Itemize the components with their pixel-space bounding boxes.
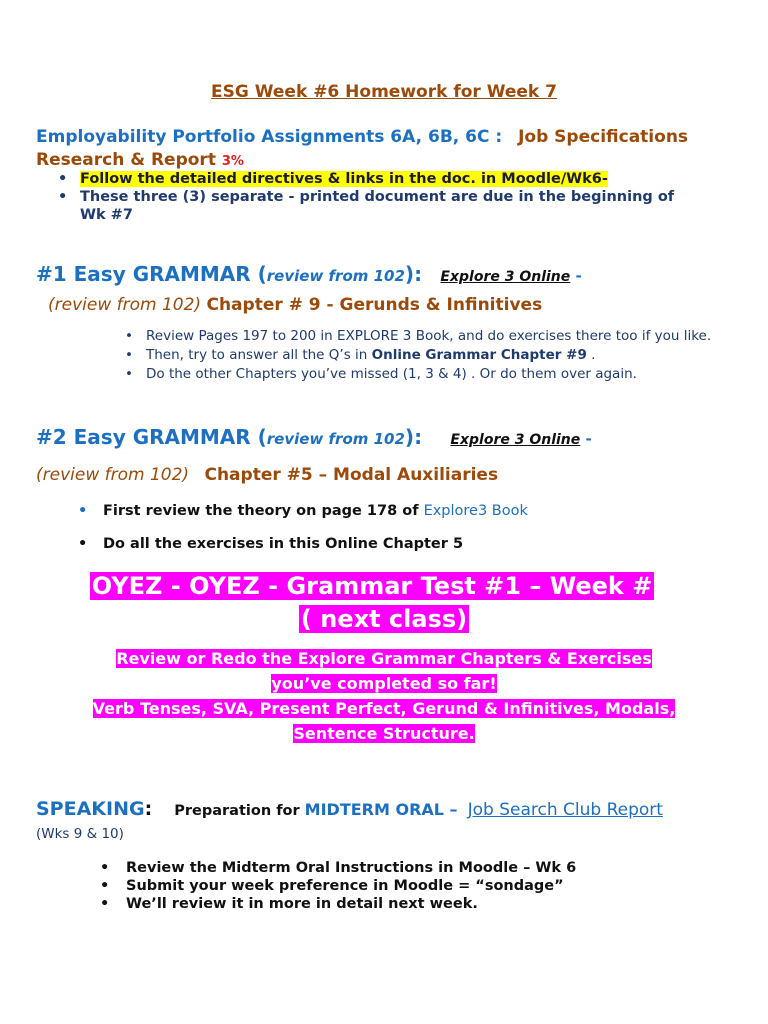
list-item	[125, 327, 711, 346]
bullet-dot: •	[125, 328, 133, 344]
list-item-continued	[58, 206, 674, 224]
grammar1-bullet-2-bold: Online Grammar Chapter #9	[371, 347, 587, 363]
bullet-dot: •	[78, 536, 88, 552]
portfolio-directive: Follow the detailed directives & links in the doc. in Moodle/Wk6-	[80, 171, 608, 187]
oyez-announcement	[0, 570, 768, 636]
list-item	[78, 536, 463, 552]
page-title: ESG Week #6 Homework for Week 7	[211, 82, 557, 102]
grammar1-bullet-2-pre: Then, try to answer all the Q’s in	[146, 347, 372, 363]
grammar2-explore-link[interactable]: Explore 3 Online	[450, 432, 581, 448]
oyez-detail-3: Verb Tenses, SVA, Present Perfect, Gerund & Infinitives, Modals,	[92, 699, 676, 718]
grammar1-explore-link[interactable]: Explore 3 Online	[440, 269, 571, 285]
portfolio-heading-brown: Job Specifications	[518, 127, 689, 147]
list-item	[58, 188, 674, 206]
speaking-bullet-1: Review the Midterm Oral Instructions in Moodle – Wk 6	[126, 860, 577, 876]
grammar2-subtitle-review: (review from 102)	[36, 465, 190, 485]
grammar2-bullet-2: Do all the exercises in this Online Chapter 5	[103, 536, 464, 552]
speaking-weeks: (Wks 9 & 10)	[36, 826, 124, 842]
list-item	[125, 365, 711, 384]
portfolio-bullets	[58, 170, 674, 224]
job-search-club-link[interactable]: Job Search Club Report	[467, 800, 663, 820]
grammar1-bullet-1: Review Pages 197 to 200 in EXPLORE 3 Book, and do exercises there too if you like.	[146, 328, 712, 344]
list-item	[58, 170, 674, 188]
grammar1-bullet-2-post: .	[586, 347, 596, 363]
portfolio-heading-blue: Employability Portfolio Assignments 6A, 6B, 6C :	[36, 127, 503, 147]
grammar2-heading	[36, 425, 592, 449]
grammar2-subtitle	[36, 465, 498, 485]
grammar2-bullet-1-pre: First review the theory on page 178 of	[103, 503, 424, 519]
portfolio-percent: 3%	[221, 154, 244, 169]
speaking-midterm: MIDTERM ORAL –	[304, 800, 458, 819]
bullet-dot: •	[58, 171, 68, 187]
bullet-dot: •	[100, 860, 110, 876]
speaking-bullet-3: We’ll review it in more in detail next week.	[126, 896, 478, 912]
speaking-label: SPEAKING	[36, 798, 145, 820]
list-item	[100, 859, 576, 877]
oyez-line-2: ( next class)	[300, 605, 468, 633]
oyez-detail-1: Review or Redo the Explore Grammar Chapters & Exercises	[116, 649, 652, 668]
bullet-dot: •	[58, 189, 68, 205]
list-item	[100, 895, 576, 913]
grammar1-chapter: Chapter # 9 - Gerunds & Infinitives	[206, 295, 543, 315]
grammar2-close: ):	[404, 425, 423, 449]
speaking-heading	[36, 798, 663, 820]
bullet-dot: •	[78, 503, 88, 519]
grammar1-dash: -	[570, 267, 582, 285]
oyez-detail-4: Sentence Structure.	[293, 724, 475, 743]
portfolio-heading	[36, 127, 688, 147]
grammar2-label: #2 Easy GRAMMAR (	[36, 425, 267, 449]
grammar1-subtitle	[48, 295, 542, 315]
portfolio-heading-line2	[36, 150, 244, 170]
grammar2-review: review from 102	[266, 430, 405, 448]
speaking-bullets	[100, 859, 576, 913]
oyez-detail-2: you’ve completed so far!	[271, 674, 497, 693]
list-item	[78, 503, 528, 519]
bullet-dot: •	[100, 896, 110, 912]
grammar2-dash: -	[580, 430, 592, 448]
grammar1-label: #1 Easy GRAMMAR (	[36, 262, 267, 286]
speaking-bullet-2: Submit your week preference in Moodle = “sondage”	[126, 878, 564, 894]
grammar1-bullets	[125, 327, 711, 384]
bullet-dot: •	[125, 347, 133, 363]
bullet-dot: •	[125, 366, 133, 382]
grammar2-chapter: Chapter #5 – Modal Auxiliaries	[204, 465, 499, 485]
oyez-line-1: OYEZ - OYEZ - Grammar Test #1 – Week #	[91, 572, 653, 600]
list-item	[125, 346, 711, 365]
speaking-prep: Preparation for	[174, 803, 305, 819]
list-item	[100, 877, 576, 895]
portfolio-research-report: Research & Report	[36, 150, 216, 170]
portfolio-due-note: These three (3) separate - printed document are due in the beginning of	[80, 189, 675, 205]
grammar2-explore3-book-link[interactable]: Explore3 Book	[423, 503, 528, 519]
speaking-colon: :	[144, 798, 153, 820]
bullet-dot: •	[100, 878, 110, 894]
grammar1-subtitle-review: (review from 102)	[48, 295, 202, 315]
oyez-details	[0, 646, 768, 746]
grammar1-close: ):	[404, 262, 423, 286]
grammar1-heading	[36, 262, 582, 286]
grammar1-bullet-3: Do the other Chapters you’ve missed (1, 3 & 4) . Or do them over again.	[146, 366, 637, 382]
grammar1-review: review from 102	[266, 267, 405, 285]
portfolio-due-week: Wk #7	[80, 207, 133, 223]
